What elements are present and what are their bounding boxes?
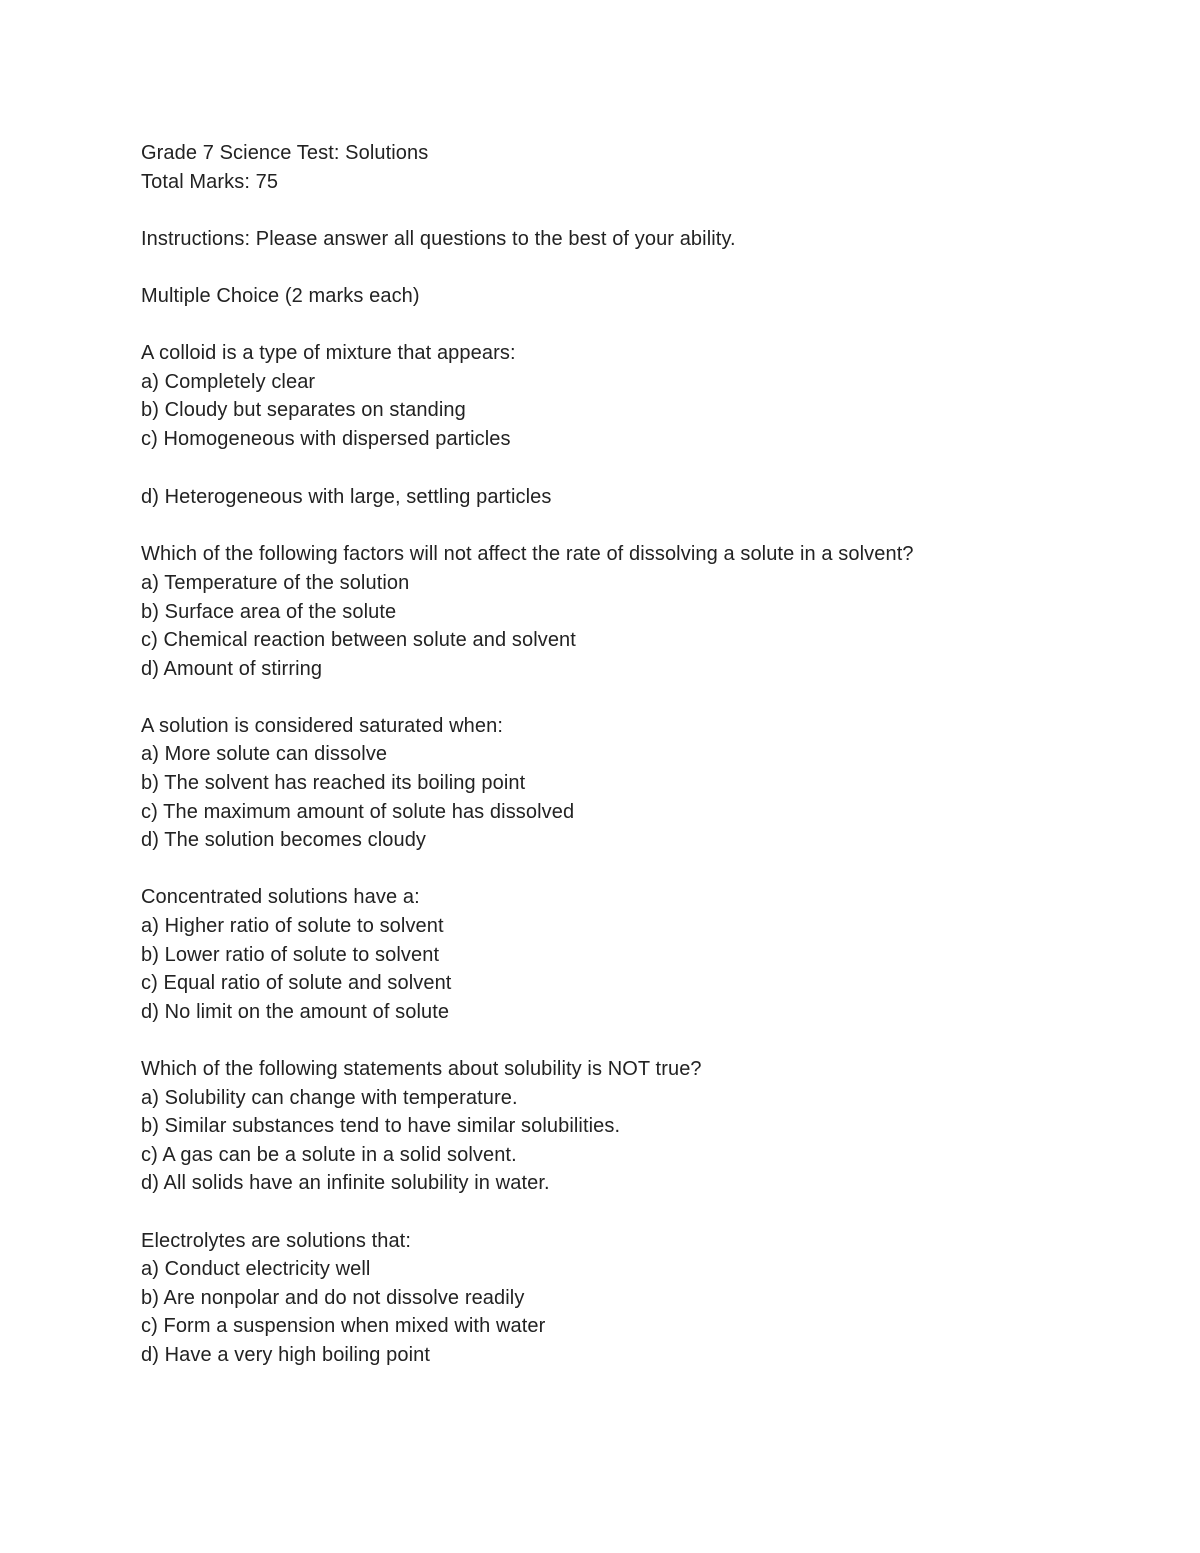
answer-option: b) Cloudy but separates on standing <box>141 399 466 422</box>
answer-option: a) Higher ratio of solute to solvent <box>141 915 444 938</box>
answer-option: a) Solubility can change with temperature. <box>141 1086 518 1109</box>
answer-option: a) Conduct electricity well <box>141 1258 371 1281</box>
answer-option: d) Amount of stirring <box>141 657 323 680</box>
answer-option: b) Surface area of the solute <box>141 600 397 623</box>
question-prompt: A solution is considered saturated when: <box>141 714 503 737</box>
question-prompt: Concentrated solutions have a: <box>141 886 420 909</box>
question-prompt: Electrolytes are solutions that: <box>141 1229 411 1252</box>
instructions: Instructions: Please answer all questions to the best of your ability. <box>141 227 736 250</box>
question-1 <box>141 339 1141 512</box>
answer-option: d) The solution becomes cloudy <box>141 829 427 852</box>
answer-option: c) Homogeneous with dispersed particles <box>141 427 511 450</box>
question-prompt: Which of the following statements about solubility is NOT true? <box>141 1058 702 1080</box>
question-prompt: Which of the following factors will not affect the rate of dissolving a solute in a solvent? <box>141 543 914 566</box>
answer-option: c) The maximum amount of solute has dissolved <box>141 800 575 823</box>
question-3 <box>141 712 1141 855</box>
answer-option: d) No limit on the amount of solute <box>141 1000 450 1023</box>
answer-option: c) Equal ratio of solute and solvent <box>141 972 452 995</box>
section-heading: Multiple Choice (2 marks each) <box>141 284 420 307</box>
answer-option: a) Temperature of the solution <box>141 571 410 594</box>
question-2 <box>141 540 1141 683</box>
answer-option: d) Heterogeneous with large, settling particles <box>141 486 552 509</box>
answer-option: b) Are nonpolar and do not dissolve readily <box>141 1286 525 1309</box>
page-title: Grade 7 Science Test: Solutions <box>141 142 429 164</box>
answer-option: a) More solute can dissolve <box>141 743 388 766</box>
total-marks: Total Marks: 75 <box>141 170 279 193</box>
answer-option: c) Chemical reaction between solute and solvent <box>141 629 576 652</box>
answer-option: b) Lower ratio of solute to solvent <box>141 943 440 966</box>
answer-option: a) Completely clear <box>141 370 316 393</box>
question-5 <box>141 1055 1141 1198</box>
question-4 <box>141 883 1141 1026</box>
question-6 <box>141 1227 1141 1370</box>
answer-option: c) A gas can be a solute in a solid solvent. <box>141 1143 517 1166</box>
answer-option: b) The solvent has reached its boiling point <box>141 772 526 795</box>
answer-option: d) Have a very high boiling point <box>141 1343 431 1366</box>
answer-option: b) Similar substances tend to have similar solubilities. <box>141 1115 621 1138</box>
question-prompt: A colloid is a type of mixture that appears: <box>141 342 516 365</box>
answer-option: c) Form a suspension when mixed with water <box>141 1315 546 1338</box>
answer-option: d) All solids have an infinite solubility in water. <box>141 1172 550 1195</box>
document-page <box>141 139 1141 1370</box>
